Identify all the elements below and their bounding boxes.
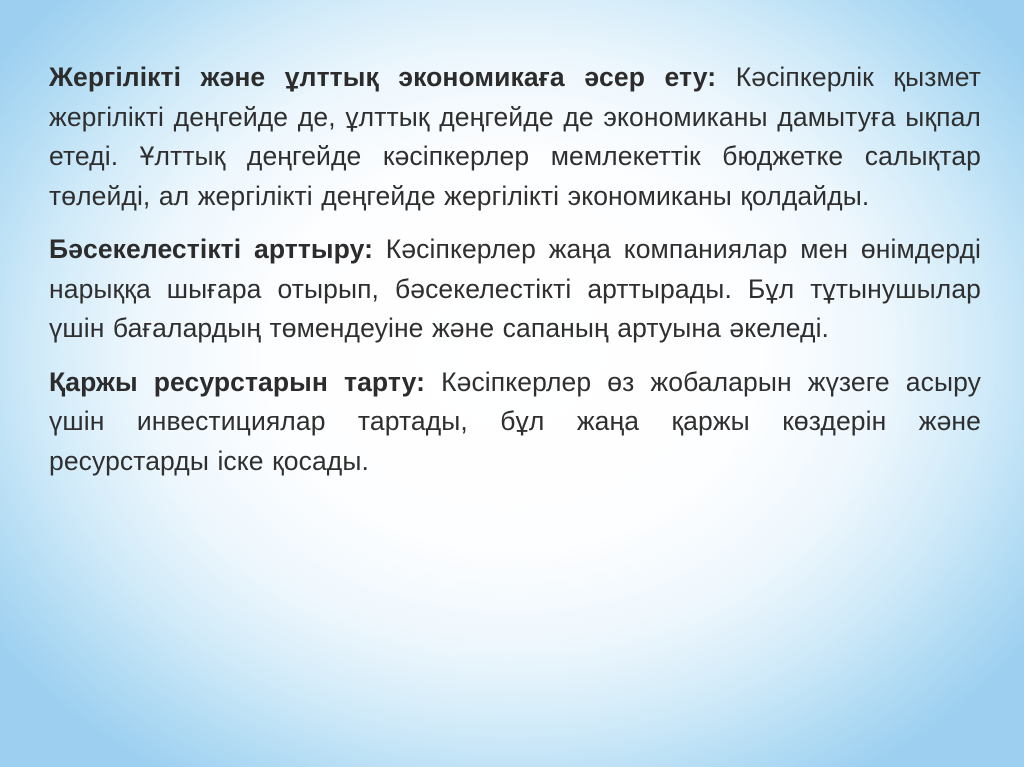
- paragraph-heading: Қаржы ресурстарын тарту:: [49, 366, 426, 397]
- paragraph-heading: Бәсекелестікті арттыру:: [49, 234, 374, 264]
- paragraph-heading: Жергілікті және ұлттық экономикаға әсер ету:: [49, 62, 717, 92]
- paragraph-financial-resources: [49, 363, 981, 482]
- paragraph-economic-impact: [49, 58, 981, 216]
- slide-content: [49, 58, 981, 495]
- paragraph-text: Кәсіпкерлер өз жобаларын жүзеге асыру үшін инвестициялар тартады, бұл жаңа қаржы көздерін және ресурстарды іске қосады.: [49, 366, 981, 476]
- paragraph-competition: [49, 230, 981, 349]
- paragraph-text: Кәсіпкерлер жаңа компаниялар мен өнімдерді нарыққа шығара отырып, бәсекелестікті арттырады. Бұл тұтынушылар үшін бағалардың төмендеуіне және сапаның артуына әкеледі.: [49, 234, 981, 343]
- paragraph-text: Кәсіпкерлік қызмет жергілікті деңгейде де, ұлттық деңгейде де экономиканы дамытуға ықпал етеді. Ұлттық деңгейде кәсіпкерлер мемлекеттік бюджетке салықтар төлейді, ал жергілікті деңгейде жергілікті экономиканы қолдайды.: [49, 62, 982, 211]
